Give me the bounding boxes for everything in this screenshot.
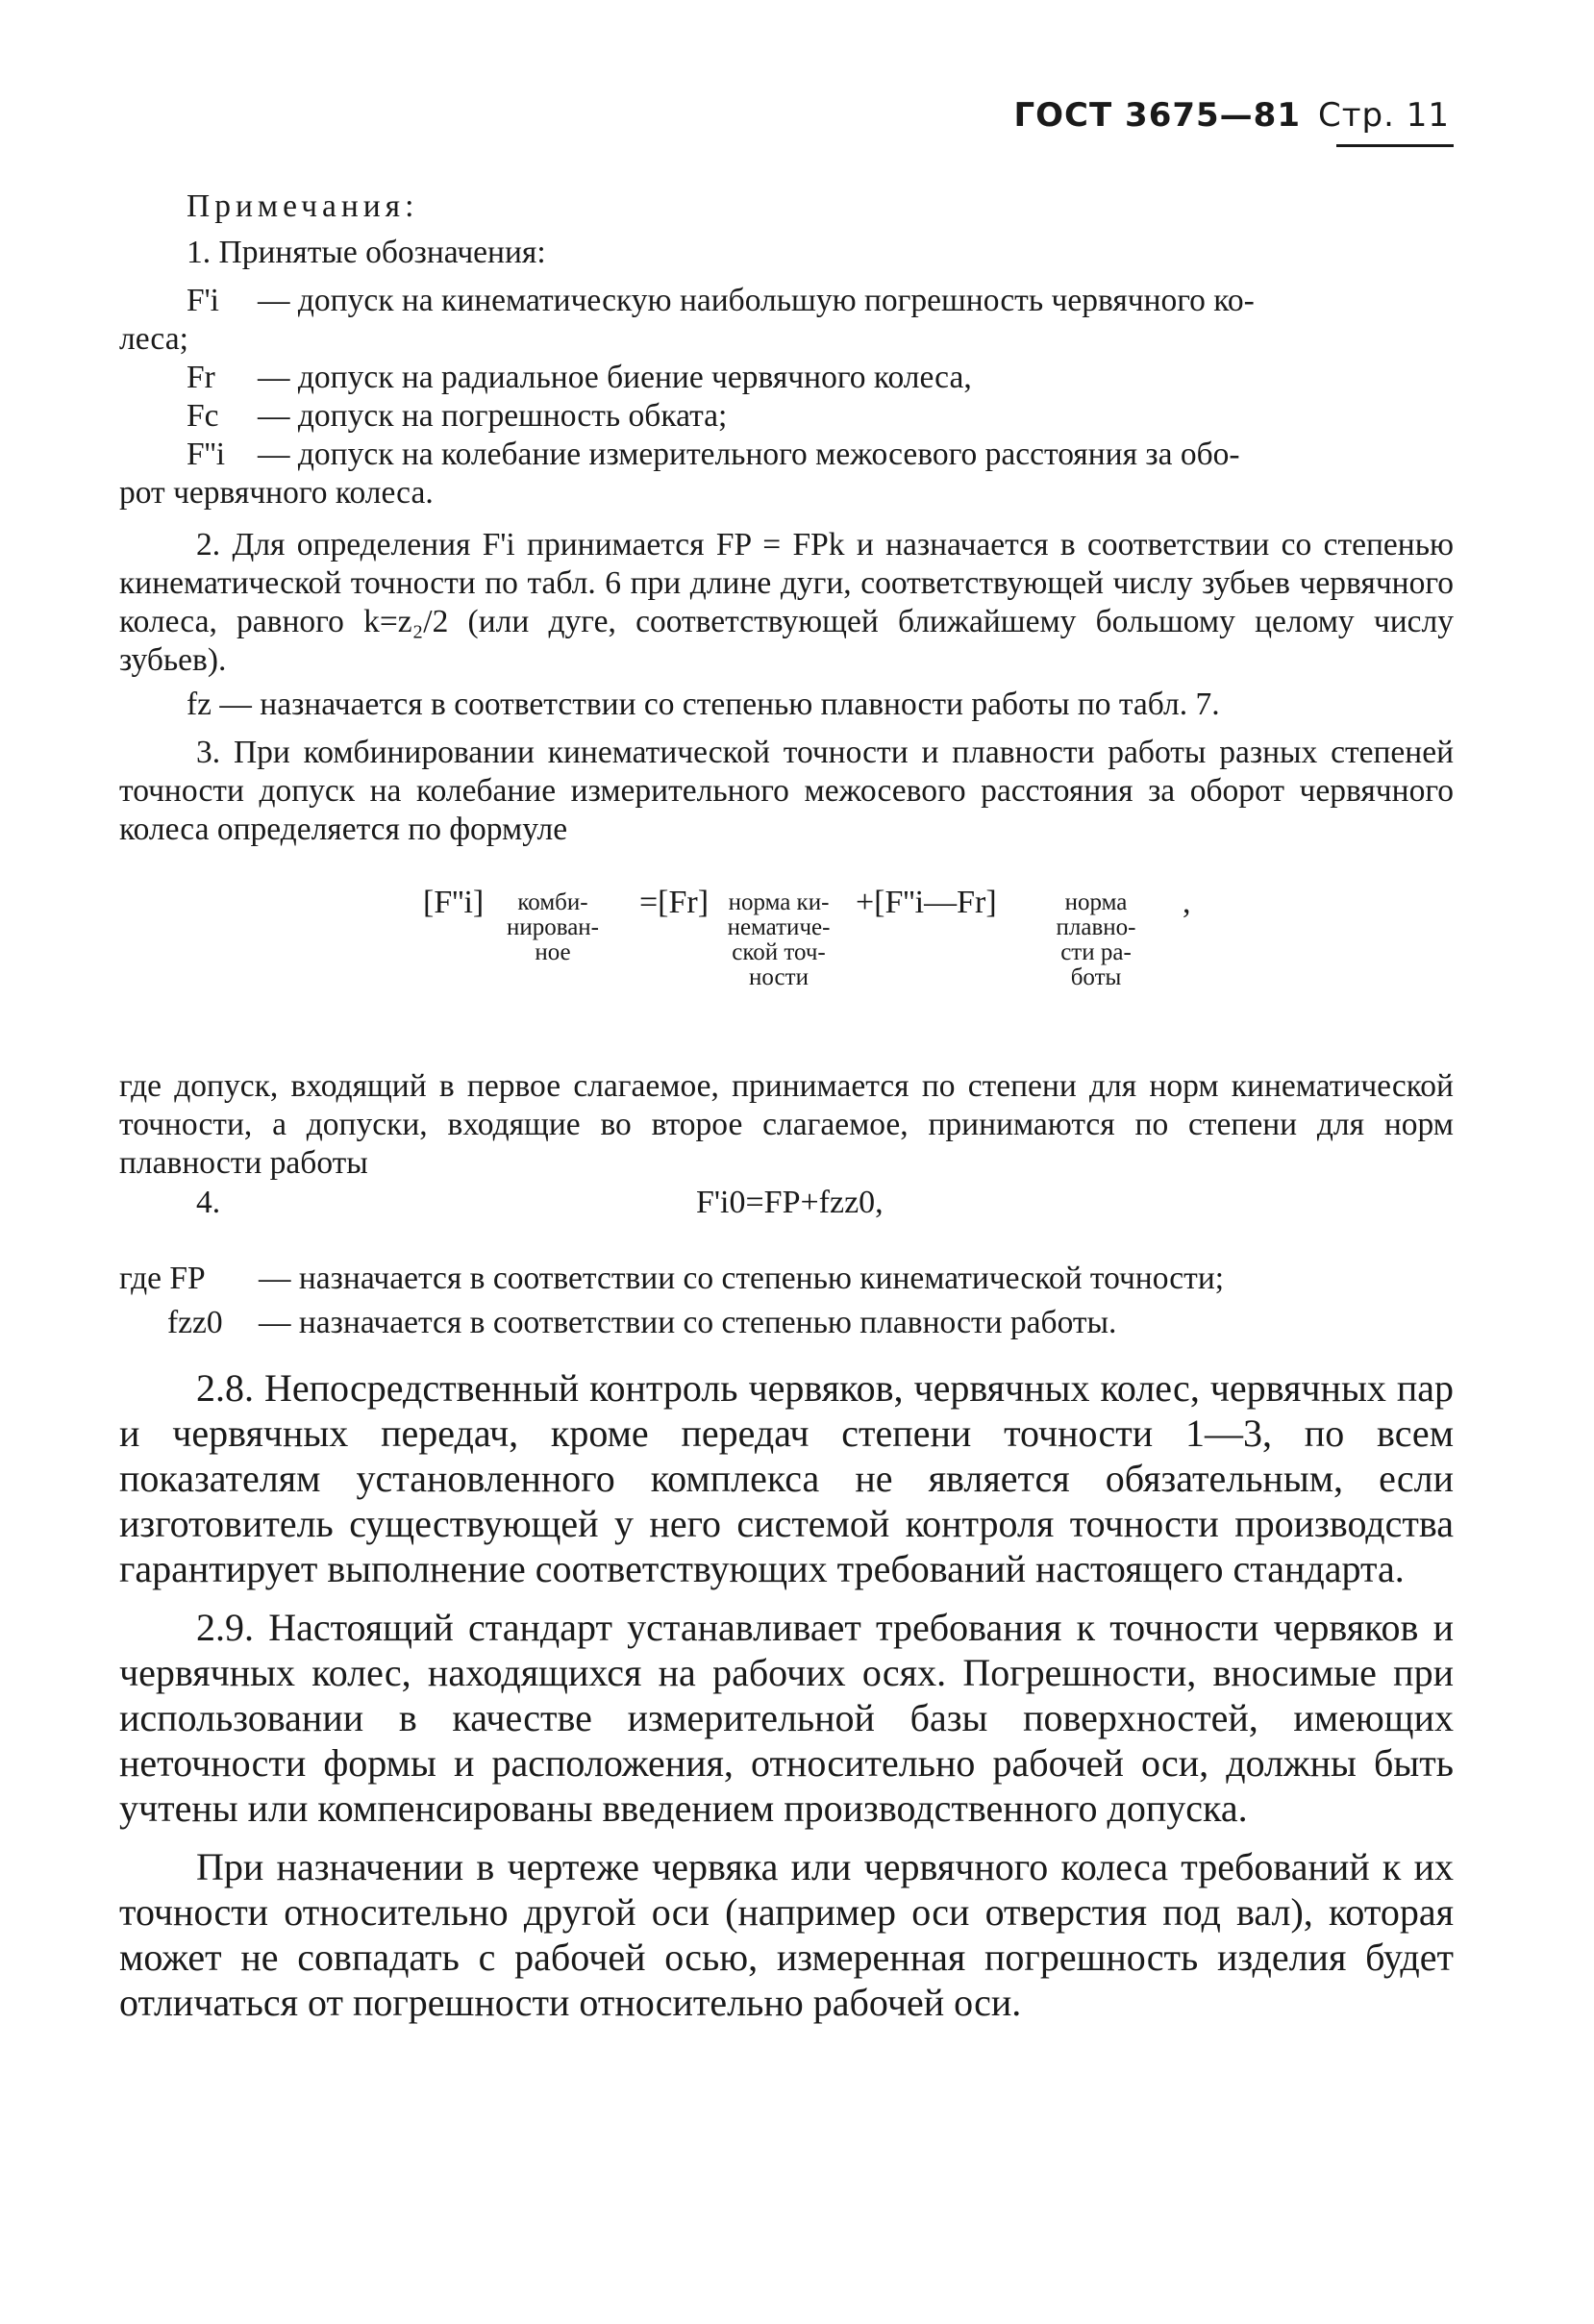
note-3-explanation-block (119, 1067, 1454, 1183)
definition-continuation: леса; (119, 321, 188, 357)
definition-row (119, 436, 1454, 474)
note-1-intro: 1. Принятые обозначения: (187, 235, 546, 270)
page-number: Стр. 11 (1317, 96, 1450, 135)
note-4-number: 4. (196, 1185, 221, 1220)
symbol: F'i (187, 283, 219, 318)
note-3-explanation: где допуск, входящий в первое слагаемое, принимается по степени для норм кинематической точности, а допуски, входящие во второе слагаемое, принимаются по степени для норм плавности работы (119, 1068, 1454, 1181)
note-3: 3. При комбинировании кинематической точности и плавности работы разных степеней точности допуск на колебание измерительного межосевого расстояния за оборот червячного колеса определяется по формуле (119, 735, 1454, 847)
note-2: 2. Для определения F'i принимается FP = FPk и назначается в соответствии со степенью кинематической точности по табл. 6 при длине дуги, соответствующей числу зубьев червячного колеса, равного k=z₂/2 (или дуге, соответствующей ближайшему большому целому числу зубьев). (119, 527, 1454, 678)
note-4-definitions (119, 1260, 1454, 1342)
definition-text: — допуск на колебание измерительного межосевого расстояния за обо- (258, 437, 1240, 472)
definition-row (119, 1260, 1454, 1298)
symbol: fzz0 (167, 1305, 223, 1340)
symbol: F''i (187, 437, 226, 472)
section-2-9-paragraph-2: При назначении в чертеже червяка или червячного колеса требований к их точности относительно другой оси (например оси отверстия под вал), которая может не совпадать с рабочей осью, измеренная погрешность изделия будет отличаться от погрешности относительно рабочей оси. (119, 1845, 1454, 2024)
definition-text: — допуск на погрешность обката; (258, 398, 728, 434)
definition-row (119, 282, 1454, 320)
header-rule (1336, 144, 1454, 147)
formula-mid-caption: норма ки- нематиче- ской точ- ности (727, 889, 831, 990)
standard-number: ГОСТ 3675—81 (1013, 96, 1301, 135)
formula-rhs: +[F''i—Fr] (856, 885, 997, 920)
formula-comma: , (1183, 885, 1191, 920)
formula-block (423, 885, 1288, 1029)
notes-title: Примечания: (187, 188, 419, 224)
formula-lhs-caption: комби- нирован- ное (506, 889, 600, 965)
note-2-tail: fz — назначается в соответствии со степенью плавности работы по табл. 7. (187, 687, 1220, 722)
definition-text: — допуск на кинематическую наибольшую погрешность червячного ко- (258, 283, 1255, 318)
definition-row (119, 397, 1454, 436)
formula-mid: =[Fr] (639, 885, 710, 920)
definition-text: — назначается в соответствии со степенью плавности работы. (259, 1305, 1117, 1340)
notes-block (119, 187, 1454, 849)
section-2-9: 2.9. Настоящий стандарт устанавливает требования к точности червяков и червячных колес, находящихся на рабочих осях. Погрешности, вносимые при использовании в качестве измерительной базы поверхностей, имеющих неточности формы и расположения, относительно рабочей оси, должны быть учтены или компенсированы введением производственного допуска. (119, 1606, 1454, 1830)
definition-row (119, 1304, 1454, 1342)
formula-rhs-caption: норма плавно- сти ра- боты (1056, 889, 1136, 990)
page-header (1013, 96, 1450, 135)
section-2-8: 2.8. Непосредственный контроль червяков, червячных колес, червячных пар и червячных передач, кроме передач степени точности 1—3, по всем показателям установленного комплекса не является обязательным, если изготовитель существующей у него системой контроля точности производства гарантирует выполнение соответствующих требований настоящего стандарта. (119, 1366, 1454, 1590)
formula-4: F'i0=FP+fzz0, (696, 1185, 884, 1220)
definition-row (119, 359, 1454, 397)
symbol: Fr (187, 360, 215, 395)
formula-lhs: [F''i] (423, 885, 485, 920)
definition-text: — назначается в соответствии со степенью кинематической точности; (259, 1261, 1225, 1296)
definition-text: — допуск на радиальное биение червячного колеса, (258, 360, 972, 395)
symbol: Fc (187, 398, 219, 434)
definition-continuation: рот червячного колеса. (119, 475, 434, 511)
main-sections (119, 1365, 1454, 2025)
symbol: где FP (119, 1261, 206, 1296)
